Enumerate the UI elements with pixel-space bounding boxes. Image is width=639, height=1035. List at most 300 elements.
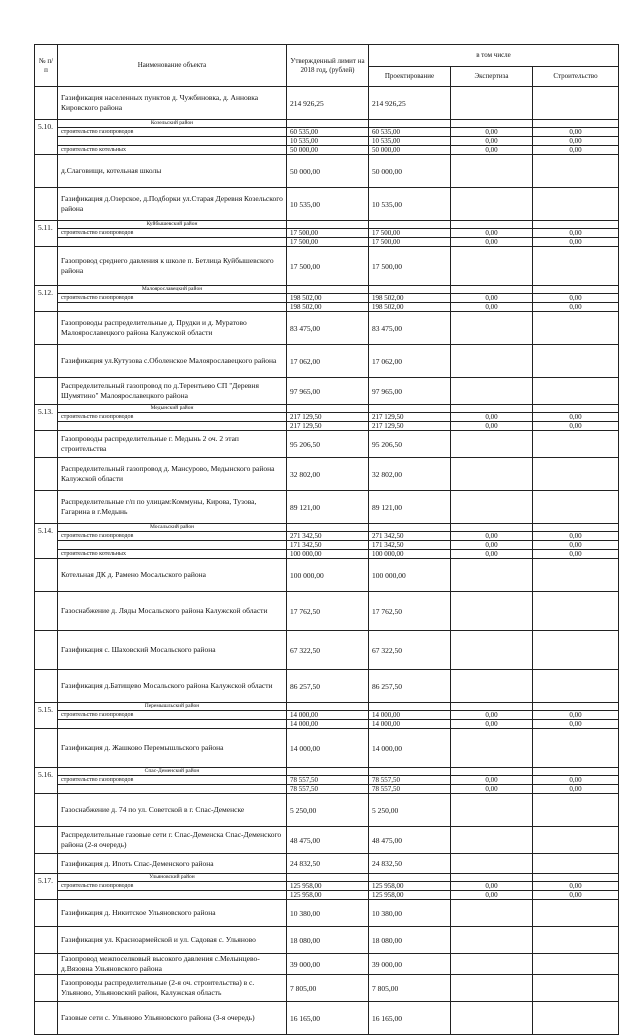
subtotal-row: [35, 776, 619, 785]
construction-value: 0,00: [533, 550, 619, 559]
expertise-value: 0,00: [451, 776, 533, 785]
limit-value: 198 502,00: [287, 294, 369, 303]
expertise-value: [451, 155, 533, 188]
design-value: 17 062,00: [369, 345, 451, 378]
empty-cell: [533, 221, 619, 229]
design-value: 60 535,00: [369, 128, 451, 137]
construction-value: 0,00: [533, 146, 619, 155]
subtotal-label: строительство газопроводов: [58, 882, 287, 891]
construction-value: [533, 431, 619, 458]
row-number: [35, 729, 58, 768]
empty-cell: [287, 286, 369, 294]
limit-value: 17 500,00: [287, 247, 369, 286]
row-number: [35, 155, 58, 188]
subtotal-row: [35, 882, 619, 891]
design-value: 125 958,00: [369, 882, 451, 891]
expertise-value: [451, 794, 533, 827]
expertise-value: [451, 188, 533, 221]
subtotal-label: [58, 238, 287, 247]
object-row: [35, 631, 619, 670]
design-value: 10 380,00: [369, 900, 451, 927]
district-name: Перемышльский район: [58, 703, 287, 711]
object-row: [35, 827, 619, 854]
construction-value: [533, 312, 619, 345]
row-number: [35, 827, 58, 854]
limit-value: 78 557,50: [287, 776, 369, 785]
expertise-value: 0,00: [451, 238, 533, 247]
object-name: Распределительные г/п по улицам:Коммуны, Кирова, Тузова, Гагарина в г.Медынь: [58, 491, 287, 524]
design-value: 7 805,00: [369, 975, 451, 1002]
construction-value: [533, 854, 619, 874]
design-value: 97 965,00: [369, 378, 451, 405]
design-value: 86 257,50: [369, 670, 451, 703]
expertise-value: [451, 954, 533, 975]
row-number: [35, 431, 58, 458]
construction-value: [533, 87, 619, 120]
empty-cell: [533, 405, 619, 413]
design-value: 17 500,00: [369, 247, 451, 286]
construction-value: [533, 378, 619, 405]
subtotal-row: [35, 541, 619, 550]
construction-value: [533, 954, 619, 975]
subtotal-label: строительство газопроводов: [58, 532, 287, 541]
construction-value: [533, 188, 619, 221]
district-name: Медынский район: [58, 405, 287, 413]
expertise-value: [451, 631, 533, 670]
construction-value: 0,00: [533, 785, 619, 794]
subtotal-row: [35, 146, 619, 155]
subtotal-row: [35, 422, 619, 431]
empty-cell: [287, 768, 369, 776]
design-value: 5 250,00: [369, 794, 451, 827]
limit-value: 214 926,25: [287, 87, 369, 120]
construction-value: 0,00: [533, 720, 619, 729]
subtotal-label: строительство газопроводов: [58, 128, 287, 137]
construction-value: 0,00: [533, 541, 619, 550]
object-name: Газификация д. Ипоть Спас-Деменского района: [58, 854, 287, 874]
construction-value: [533, 345, 619, 378]
limit-value: 17 762,50: [287, 592, 369, 631]
design-value: 18 080,00: [369, 927, 451, 954]
object-name: Газификация ул.Кутузова с.Оболенское Малоярославецкого района: [58, 345, 287, 378]
empty-cell: [287, 405, 369, 413]
object-name: Газоснабжение д. 74 по ул. Советской в г. Спас-Деменске: [58, 794, 287, 827]
district-header-row: [35, 221, 619, 229]
section-number: 5.15.: [35, 703, 58, 729]
limit-value: 14 000,00: [287, 711, 369, 720]
design-value: 217 129,50: [369, 422, 451, 431]
design-value: 171 342,50: [369, 541, 451, 550]
object-row: [35, 188, 619, 221]
row-number: [35, 631, 58, 670]
row-number: [35, 458, 58, 491]
limit-value: 39 000,00: [287, 954, 369, 975]
expertise-value: [451, 729, 533, 768]
subtotal-row: [35, 711, 619, 720]
section-number: 5.14.: [35, 524, 58, 559]
design-value: 39 000,00: [369, 954, 451, 975]
district-header-row: [35, 703, 619, 711]
limit-value: 125 958,00: [287, 882, 369, 891]
object-name: Газопровод среднего давления к школе п. Бетлица Куйбышевского района: [58, 247, 287, 286]
expertise-value: 0,00: [451, 303, 533, 312]
design-value: 198 502,00: [369, 303, 451, 312]
section-number: 5.12.: [35, 286, 58, 312]
empty-cell: [369, 768, 451, 776]
object-name: Газификация д. Жашково Перемышльского района: [58, 729, 287, 768]
design-value: 14 000,00: [369, 729, 451, 768]
table-header: [35, 45, 619, 87]
col-design-header: Проектирование: [369, 67, 451, 87]
expertise-value: 0,00: [451, 532, 533, 541]
empty-cell: [369, 405, 451, 413]
subtotal-label: [58, 785, 287, 794]
expertise-value: 0,00: [451, 422, 533, 431]
object-row: [35, 670, 619, 703]
expertise-value: [451, 975, 533, 1002]
empty-cell: [369, 221, 451, 229]
row-number: [35, 670, 58, 703]
empty-cell: [369, 524, 451, 532]
object-name: Газопроводы распределительные (2-я оч. строительства) в с. Ульяново, Ульяновский район, Калужская область: [58, 975, 287, 1002]
empty-cell: [287, 524, 369, 532]
construction-value: [533, 247, 619, 286]
design-value: 17 762,50: [369, 592, 451, 631]
construction-value: [533, 631, 619, 670]
design-value: 214 926,25: [369, 87, 451, 120]
limit-value: 10 535,00: [287, 188, 369, 221]
object-row: [35, 491, 619, 524]
object-name: Распределительный газопровод по д.Терентьево СП "Деревня Шумятино" Малоярославецкого района: [58, 378, 287, 405]
expertise-value: [451, 927, 533, 954]
subtotal-row: [35, 720, 619, 729]
object-name: Газификация населенных пунктов д. Чужбиновка, д. Анновка Кировского района: [58, 87, 287, 120]
subtotal-row: [35, 550, 619, 559]
empty-cell: [533, 874, 619, 882]
subtotal-row: [35, 238, 619, 247]
object-name: Газопроводы распределительные г. Медынь 2 оч. 2 этап строительства: [58, 431, 287, 458]
construction-value: 0,00: [533, 532, 619, 541]
empty-cell: [369, 874, 451, 882]
subtotal-label: [58, 541, 287, 550]
empty-cell: [533, 286, 619, 294]
limit-value: 83 475,00: [287, 312, 369, 345]
subtotal-label: строительство газопроводов: [58, 413, 287, 422]
row-number: [35, 927, 58, 954]
limit-value: 50 000,00: [287, 146, 369, 155]
limit-value: 10 535,00: [287, 137, 369, 146]
object-row: [35, 247, 619, 286]
design-value: 95 206,50: [369, 431, 451, 458]
limit-value: 78 557,50: [287, 785, 369, 794]
design-value: 10 535,00: [369, 188, 451, 221]
design-value: 17 500,00: [369, 229, 451, 238]
construction-value: [533, 794, 619, 827]
expertise-value: 0,00: [451, 711, 533, 720]
col-object-name-header: Наименование объекта: [58, 45, 287, 87]
subtotal-row: [35, 128, 619, 137]
construction-value: [533, 491, 619, 524]
limit-value: 100 000,00: [287, 550, 369, 559]
construction-value: 0,00: [533, 891, 619, 900]
limit-value: 16 165,00: [287, 1002, 369, 1035]
object-name: Газопроводы распределительные д. Прудки и д. Муратово Малоярославецкого района Калужской области: [58, 312, 287, 345]
construction-value: 0,00: [533, 294, 619, 303]
subtotal-label: строительство котельных: [58, 146, 287, 155]
design-value: 50 000,00: [369, 146, 451, 155]
design-value: 78 557,50: [369, 785, 451, 794]
row-number: [35, 87, 58, 120]
row-number: [35, 345, 58, 378]
subtotal-row: [35, 303, 619, 312]
subtotal-label: [58, 720, 287, 729]
subtotal-label: [58, 891, 287, 900]
expertise-value: 0,00: [451, 413, 533, 422]
construction-value: 0,00: [533, 229, 619, 238]
limit-value: 171 342,50: [287, 541, 369, 550]
empty-cell: [451, 405, 533, 413]
subtotal-label: строительство газопроводов: [58, 294, 287, 303]
district-header-row: [35, 768, 619, 776]
design-value: 24 832,50: [369, 854, 451, 874]
design-value: 16 165,00: [369, 1002, 451, 1035]
expertise-value: [451, 458, 533, 491]
construction-value: 0,00: [533, 303, 619, 312]
row-number: [35, 954, 58, 975]
object-name: Газификация д.Озерское, д.Подборки ул.Старая Деревня Козельского района: [58, 188, 287, 221]
table-body: [35, 87, 619, 1035]
empty-cell: [287, 703, 369, 711]
design-value: 78 557,50: [369, 776, 451, 785]
limit-value: 271 342,50: [287, 532, 369, 541]
design-value: 10 535,00: [369, 137, 451, 146]
object-name: д.Слаговищи, котельная школы: [58, 155, 287, 188]
object-row: [35, 431, 619, 458]
row-number: [35, 854, 58, 874]
design-value: 89 121,00: [369, 491, 451, 524]
limit-value: 217 129,50: [287, 422, 369, 431]
object-row: [35, 975, 619, 1002]
object-name: Газификация д. Никитское Ульяновского района: [58, 900, 287, 927]
section-number: 5.16.: [35, 768, 58, 794]
object-row: [35, 592, 619, 631]
empty-cell: [451, 286, 533, 294]
col-including-header: в том числе: [369, 45, 619, 67]
row-number: [35, 312, 58, 345]
construction-value: [533, 975, 619, 1002]
design-value: 14 000,00: [369, 711, 451, 720]
empty-cell: [451, 768, 533, 776]
construction-value: [533, 155, 619, 188]
construction-value: 0,00: [533, 422, 619, 431]
object-row: [35, 729, 619, 768]
construction-value: 0,00: [533, 128, 619, 137]
district-name: Малоярославецкий район: [58, 286, 287, 294]
construction-value: [533, 559, 619, 592]
expertise-value: 0,00: [451, 294, 533, 303]
empty-cell: [369, 120, 451, 128]
object-row: [35, 854, 619, 874]
expertise-value: [451, 87, 533, 120]
limit-value: 7 805,00: [287, 975, 369, 1002]
design-value: 14 000,00: [369, 720, 451, 729]
subtotal-label: [58, 137, 287, 146]
design-value: 67 322,50: [369, 631, 451, 670]
design-value: 50 000,00: [369, 155, 451, 188]
construction-value: 0,00: [533, 238, 619, 247]
limit-value: 100 000,00: [287, 559, 369, 592]
construction-value: 0,00: [533, 711, 619, 720]
limit-value: 97 965,00: [287, 378, 369, 405]
subtotal-row: [35, 785, 619, 794]
expertise-value: 0,00: [451, 541, 533, 550]
expertise-value: [451, 431, 533, 458]
row-number: [35, 975, 58, 1002]
limit-value: 17 500,00: [287, 229, 369, 238]
expertise-value: 0,00: [451, 229, 533, 238]
section-number: 5.10.: [35, 120, 58, 155]
empty-cell: [369, 703, 451, 711]
construction-value: 0,00: [533, 882, 619, 891]
limit-value: 125 958,00: [287, 891, 369, 900]
subtotal-row: [35, 532, 619, 541]
design-value: 271 342,50: [369, 532, 451, 541]
object-name: Газификация ул. Красноармейской и ул. Садовая с. Ульяново: [58, 927, 287, 954]
limit-value: 10 380,00: [287, 900, 369, 927]
limit-value: 217 129,50: [287, 413, 369, 422]
expertise-value: 0,00: [451, 137, 533, 146]
limit-value: 18 080,00: [287, 927, 369, 954]
district-name: Спас-Деменский район: [58, 768, 287, 776]
limit-value: 14 000,00: [287, 720, 369, 729]
subtotal-label: строительство котельных: [58, 550, 287, 559]
object-row: [35, 559, 619, 592]
limit-value: 60 535,00: [287, 128, 369, 137]
design-value: 198 502,00: [369, 294, 451, 303]
design-value: 32 802,00: [369, 458, 451, 491]
row-number: [35, 491, 58, 524]
limit-value: 50 000,00: [287, 155, 369, 188]
empty-cell: [451, 221, 533, 229]
expertise-value: [451, 312, 533, 345]
row-number: [35, 1002, 58, 1035]
empty-cell: [287, 221, 369, 229]
expertise-value: 0,00: [451, 882, 533, 891]
empty-cell: [369, 286, 451, 294]
expertise-value: [451, 1002, 533, 1035]
row-number: [35, 592, 58, 631]
object-name: Газовые сети с. Ульяново Ульяновского района (3-я очередь): [58, 1002, 287, 1035]
district-name: Ульяновский район: [58, 874, 287, 882]
design-value: 48 475,00: [369, 827, 451, 854]
section-number: 5.11.: [35, 221, 58, 247]
expertise-value: 0,00: [451, 720, 533, 729]
construction-value: [533, 1002, 619, 1035]
empty-cell: [533, 768, 619, 776]
object-row: [35, 378, 619, 405]
object-row: [35, 954, 619, 975]
col-construction-header: Строительство: [533, 67, 619, 87]
subtotal-label: [58, 422, 287, 431]
empty-cell: [533, 120, 619, 128]
expertise-value: [451, 854, 533, 874]
object-name: Газоснабжение д. Ляды Мосальского района Калужской области: [58, 592, 287, 631]
object-row: [35, 345, 619, 378]
subtotal-label: строительство газопроводов: [58, 776, 287, 785]
limit-value: 24 832,50: [287, 854, 369, 874]
section-number: 5.17.: [35, 874, 58, 900]
limit-value: 17 062,00: [287, 345, 369, 378]
expertise-value: [451, 827, 533, 854]
construction-value: [533, 458, 619, 491]
district-name: Мосальский район: [58, 524, 287, 532]
construction-value: [533, 729, 619, 768]
design-value: 100 000,00: [369, 559, 451, 592]
subtotal-row: [35, 413, 619, 422]
subtotal-label: строительство газопроводов: [58, 229, 287, 238]
design-value: 125 958,00: [369, 891, 451, 900]
limit-value: 17 500,00: [287, 238, 369, 247]
construction-value: 0,00: [533, 413, 619, 422]
empty-cell: [451, 120, 533, 128]
empty-cell: [533, 703, 619, 711]
construction-value: [533, 670, 619, 703]
section-number: 5.13.: [35, 405, 58, 431]
district-header-row: [35, 524, 619, 532]
expertise-value: 0,00: [451, 891, 533, 900]
object-name: Распределительный газопровод д. Мансурово, Медынского района Калужской области: [58, 458, 287, 491]
row-number: [35, 559, 58, 592]
expertise-value: 0,00: [451, 128, 533, 137]
expertise-value: [451, 670, 533, 703]
subtotal-row: [35, 229, 619, 238]
construction-value: [533, 927, 619, 954]
limit-value: 95 206,50: [287, 431, 369, 458]
object-name: Котельная ДК д. Рамено Мосальского района: [58, 559, 287, 592]
row-number: [35, 378, 58, 405]
object-row: [35, 927, 619, 954]
expertise-value: [451, 247, 533, 286]
district-header-row: [35, 120, 619, 128]
design-value: 83 475,00: [369, 312, 451, 345]
row-number: [35, 247, 58, 286]
budget-table: [34, 44, 619, 1035]
expertise-value: 0,00: [451, 785, 533, 794]
object-row: [35, 794, 619, 827]
empty-cell: [287, 120, 369, 128]
col-limit-header: Утвержденный лимит на 2018 год, (рублей): [287, 45, 369, 87]
district-name: Козельский район: [58, 120, 287, 128]
district-header-row: [35, 405, 619, 413]
limit-value: 48 475,00: [287, 827, 369, 854]
expertise-value: [451, 592, 533, 631]
district-header-row: [35, 286, 619, 294]
object-name: Газификация с. Шаховский Мосальского района: [58, 631, 287, 670]
construction-value: [533, 592, 619, 631]
object-name: Распределительные газовые сети г. Спас-Деменска Спас-Деменского района (2-я очередь): [58, 827, 287, 854]
limit-value: 32 802,00: [287, 458, 369, 491]
empty-cell: [533, 524, 619, 532]
expertise-value: [451, 491, 533, 524]
limit-value: 86 257,50: [287, 670, 369, 703]
object-name: Газификация д.Батищево Мосальского района Калужской области: [58, 670, 287, 703]
construction-value: 0,00: [533, 137, 619, 146]
construction-value: [533, 827, 619, 854]
subtotal-row: [35, 137, 619, 146]
expertise-value: [451, 559, 533, 592]
design-value: 17 500,00: [369, 238, 451, 247]
expertise-value: [451, 378, 533, 405]
